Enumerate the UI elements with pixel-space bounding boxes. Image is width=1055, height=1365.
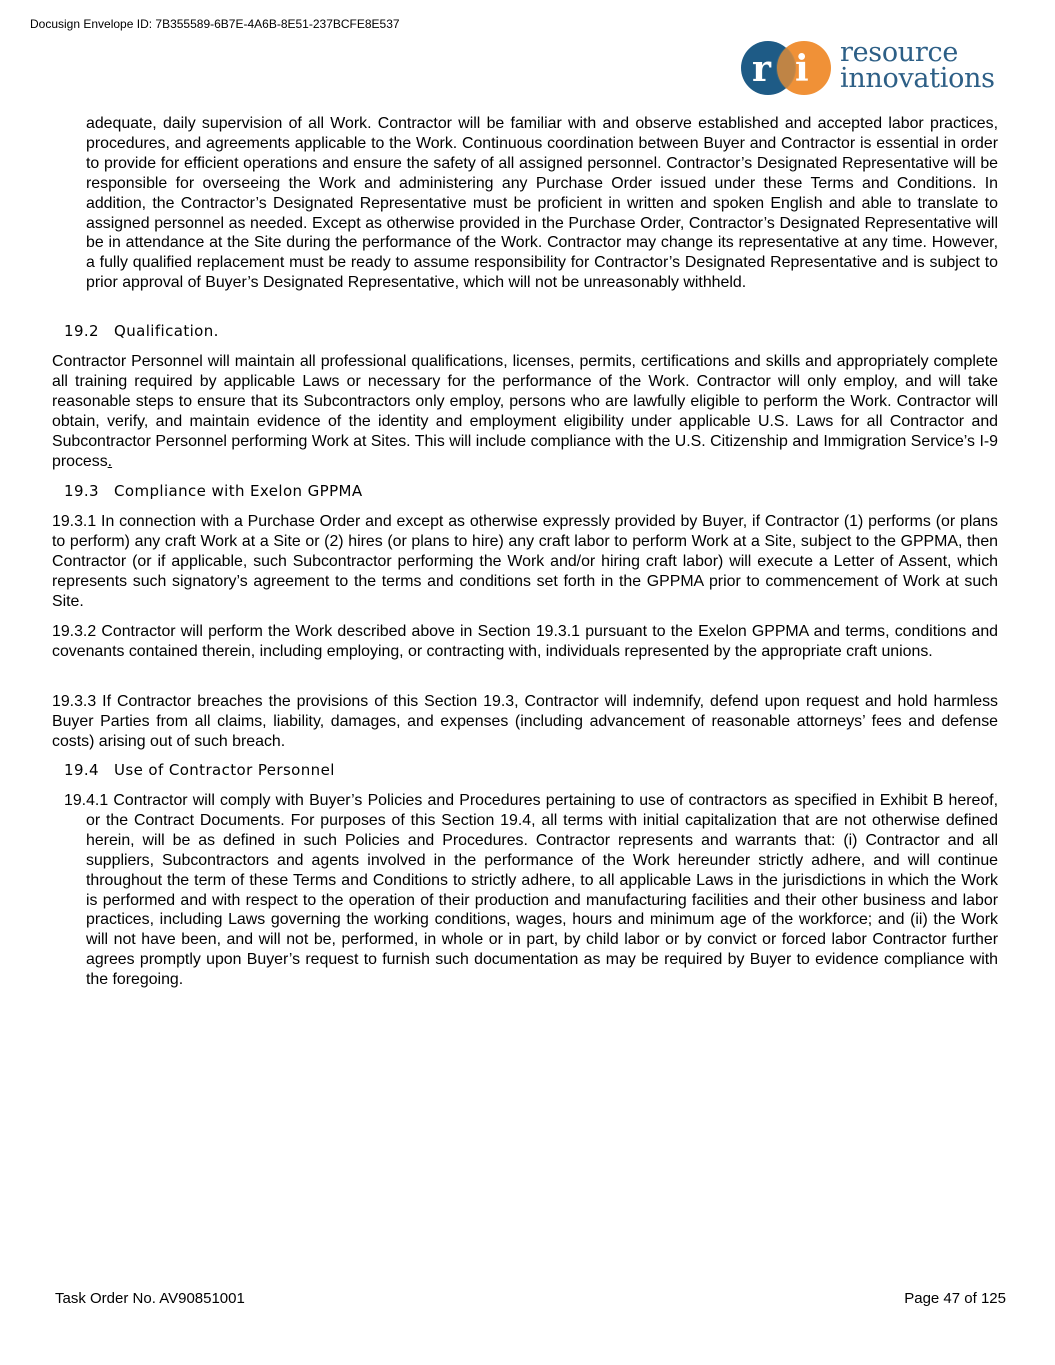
section-heading-19-4	[64, 761, 335, 780]
paragraph-19-3-3: 19.3.3 If Contractor breaches the provisions of this Section 19.3, Contractor will indemnify, defend upon request and hold harmless Buyer Parties from all claims, liability, damages, and expenses (including advancement of reasonable attorneys’ fees and defense costs) arising out of such breach.	[52, 693, 998, 750]
section-number: 19.3	[64, 482, 99, 500]
docusign-envelope-id: Docusign Envelope ID: 7B355589-6B7E-4A6B-8E51-237BCFE8E537	[30, 17, 400, 31]
section-heading-19-2	[64, 322, 219, 341]
paragraph-19-4-1: 19.4.1 Contractor will comply with Buyer’s Policies and Procedures pertaining to use of contractors as specified in Exhibit B hereof, or the Contract Documents. For purposes of this Section 19.4, all terms with initial capitalization that are not otherwise defined herein, will be as defined in such Policies and Procedures. Contractor represents and warrants that: (i) Contractor and all suppliers, Subcontractors and agents involved in the performance of the Work hereunder strictly adhere, and will continue throughout the term of these Terms and Conditions to strictly adhere, to all applicable Laws in the jurisdictions in which the Work is performed and with respect to the operation of their production and manufacturing facilities and their other business and labor practices, including Laws governing the working conditions, wages, hours and minimum age of the workforce; and (ii) the Work will not have been, and will not be, performed, in whole or in part, by child labor or by convict or forced labor Contractor further agrees promptly upon Buyer’s request to furnish such documentation as may be required by Buyer to evidence compliance with the foregoing.	[64, 792, 998, 989]
qualification-text: Contractor Personnel will maintain all professional qualifications, licenses, permits, certifications and skills and appropriately complete all training required by applicable Laws or necessary for the performance of the Work. Contractor will only employ, and will take reasonable steps to ensure that its Subcontractors only employ, persons who are lawfully eligible to perform the Work. Contractor will obtain, verify, and maintain evidence of the identity and employment eligibility under applicable U.S. Laws for all Contractor and Subcontractor Personnel performing Work at Sites. This will include compliance with the U.S. Citizenship and Immigration Service’s I-9 process	[52, 353, 998, 470]
section-number: 19.2	[64, 322, 99, 340]
ri-logo-icon	[740, 40, 835, 96]
section-title: Qualification.	[114, 322, 219, 340]
footer-page-number: Page 47 of 125	[904, 1290, 1006, 1307]
paragraph-designated-representative: adequate, daily supervision of all Work. Contractor will be familiar with and observe established and accepted labor practices, procedures, and agreements applicable to the Work. Continuous coordination between Buyer and Contractor is essential in order to provide for efficient operations and ensure the safety of all assigned personnel. Contractor’s Designated Representative will be responsible for overseeing the Work and administering any Purchase Order issued under these Terms and Conditions. In addition, the Contractor’s Designated Representative must be proficient in written and spoken English and able to translate to assigned personnel as needed. Except as otherwise provided in the Purchase Order, Contractor’s Designated Representative will be in attendance at the Site during the performance of the Work. Contractor may change its representative at any time. However, a fully qualified replacement must be ready to assume responsibility for Contractor’s Designated Representative and is subject to prior approval of Buyer’s Designated Representative, which will not be unreasonably withheld.	[86, 115, 998, 292]
paragraph-19-3-1: 19.3.1 In connection with a Purchase Order and except as otherwise expressly provided by Buyer, if Contractor (1) performs (or plans to perform) any craft Work at a Site or (2) hires (or plans to hire) any craft labor to perform Work at a Site, subject to the GPPMA, then Contractor (or if applicable, such Subcontractor performing the Work and/or hiring craft labor) will execute a Letter of Assent, which represents such signatory’s agreement to the terms and conditions set forth in the GPPMA prior to commencement of Work at such Site.	[52, 513, 998, 610]
paragraph-19-3-2: 19.3.2 Contractor will perform the Work described above in Section 19.3.1 pursuant to the Exelon GPPMA and terms, conditions and covenants contained therein, including employing, or contracting with, individuals represented by the appropriate craft unions.	[52, 623, 998, 660]
section-number: 19.4	[64, 761, 99, 779]
logo-line-resource: resource	[840, 37, 958, 68]
svg-text:i: i	[795, 48, 809, 90]
logo-wordmark	[840, 37, 995, 94]
paragraph-qualification	[52, 352, 998, 471]
logo-line-innovations: innovations	[840, 63, 995, 94]
section-heading-19-3	[64, 482, 363, 501]
footer-task-order: Task Order No. AV90851001	[55, 1290, 245, 1307]
section-title: Compliance with Exelon GPPMA	[114, 482, 363, 500]
svg-text:r: r	[752, 48, 771, 90]
section-title: Use of Contractor Personnel	[114, 761, 335, 779]
qualification-period: .	[107, 452, 113, 470]
resource-innovations-logo	[740, 37, 1015, 96]
